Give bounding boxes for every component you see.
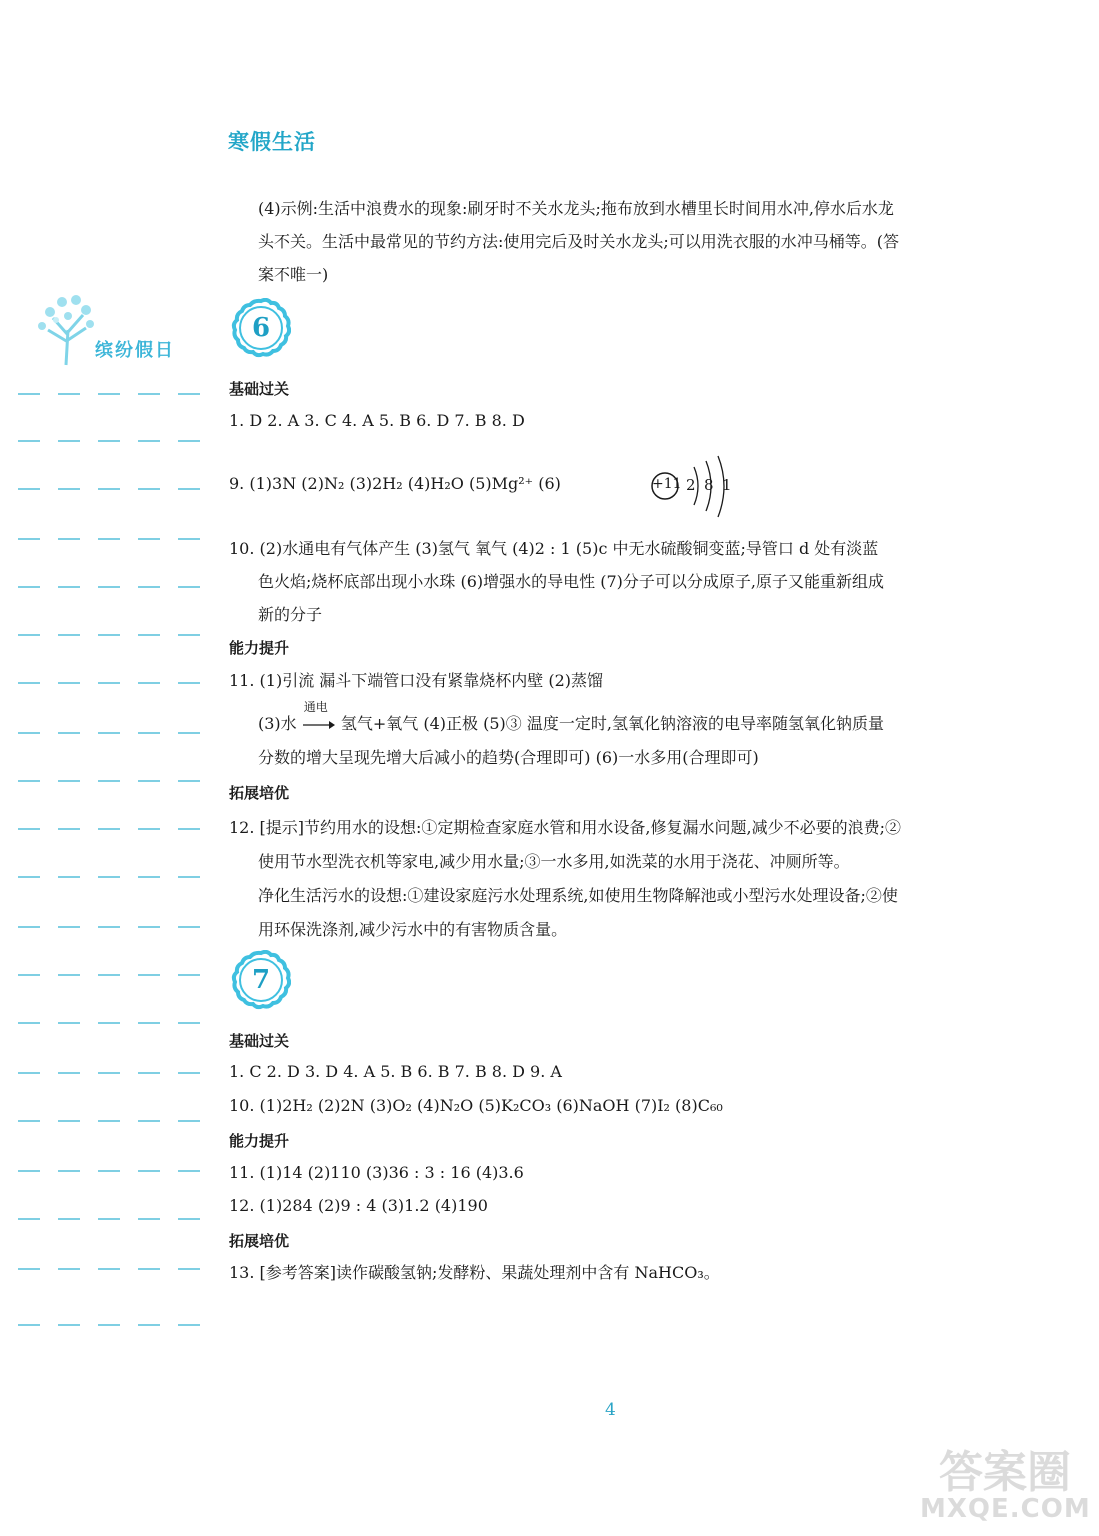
margin-dash <box>178 634 200 636</box>
margin-dash <box>58 876 80 878</box>
margin-dash <box>58 682 80 684</box>
margin-dash <box>18 1218 40 1220</box>
margin-dash-row <box>18 732 208 734</box>
margin-dash <box>98 682 120 684</box>
q12-line: 用环保洗涤剂,减少污水中的有害物质含量。 <box>258 920 568 939</box>
unit-7-q11-answers: 11. (1)14 (2)110 (3)36 : 3 : 16 (4)3.6 <box>229 1163 524 1182</box>
margin-dash <box>98 634 120 636</box>
margin-dash <box>98 440 120 442</box>
margin-dash <box>138 828 160 830</box>
margin-dash <box>178 1218 200 1220</box>
intro-line: 案不唯一) <box>258 265 329 284</box>
margin-dash-row <box>18 393 208 395</box>
margin-dash-row <box>18 828 208 830</box>
margin-dash <box>138 974 160 976</box>
margin-dash <box>138 876 160 878</box>
sodium-atom-structure-diagram <box>648 455 738 520</box>
margin-dash-row <box>18 1022 208 1024</box>
margin-dash <box>178 586 200 588</box>
unit-6-basic-heading: 基础过关 <box>229 380 290 398</box>
margin-dash <box>178 926 200 928</box>
margin-dash <box>98 1072 120 1074</box>
margin-dash <box>98 1268 120 1270</box>
margin-dash-row <box>18 1120 208 1122</box>
margin-dash <box>98 1324 120 1326</box>
sidebar-title: 缤纷假日 <box>95 340 175 361</box>
margin-dash <box>178 1120 200 1122</box>
margin-dash-row <box>18 1268 208 1270</box>
margin-dash <box>58 1324 80 1326</box>
margin-dash <box>98 538 120 540</box>
watermark-top-text: 答案圈 <box>939 1447 1071 1498</box>
margin-dash <box>18 440 40 442</box>
margin-dash-row <box>18 682 208 684</box>
margin-dash <box>18 1268 40 1270</box>
margin-dash <box>98 1218 120 1220</box>
margin-dash <box>18 1022 40 1024</box>
unit-7-basic-heading: 基础过关 <box>229 1032 290 1050</box>
margin-dash-row <box>18 926 208 928</box>
margin-dash <box>138 1072 160 1074</box>
margin-dash <box>18 780 40 782</box>
margin-dash <box>178 488 200 490</box>
margin-dash <box>138 926 160 928</box>
reaction-condition: 通电 <box>303 700 328 714</box>
margin-dash <box>18 1170 40 1172</box>
margin-dash <box>178 1324 200 1326</box>
q10-line: 新的分子 <box>258 605 323 624</box>
margin-dash-row <box>18 1218 208 1220</box>
margin-dash <box>58 828 80 830</box>
margin-dash <box>58 586 80 588</box>
margin-dash <box>178 780 200 782</box>
margin-dash <box>18 634 40 636</box>
margin-dash <box>58 1268 80 1270</box>
margin-dash <box>18 393 40 395</box>
margin-dash <box>138 1268 160 1270</box>
margin-dash <box>58 634 80 636</box>
margin-dash <box>58 974 80 976</box>
margin-dash <box>58 780 80 782</box>
atom-shell-1: 2 <box>686 476 696 494</box>
unit-7-extend-heading: 拓展培优 <box>229 1232 290 1250</box>
margin-dash <box>178 682 200 684</box>
margin-dash <box>18 926 40 928</box>
margin-dash <box>58 1022 80 1024</box>
margin-dash <box>58 1120 80 1122</box>
unit-6-extend-heading: 拓展培优 <box>229 784 290 802</box>
margin-dash <box>138 1170 160 1172</box>
margin-dash <box>178 1022 200 1024</box>
margin-dash <box>18 876 40 878</box>
unit-7-badge <box>231 950 291 1010</box>
margin-dash <box>58 1072 80 1074</box>
atom-shell-2: 8 <box>704 476 714 494</box>
margin-dash <box>58 732 80 734</box>
margin-dash <box>178 828 200 830</box>
reaction-arrow <box>302 700 336 736</box>
intro-line: (4)示例:生活中浪费水的现象:刷牙时不关水龙头;拖布放到水槽里长时间用水冲,停水后水龙 <box>258 199 894 218</box>
margin-dash <box>18 682 40 684</box>
unit-6-q11-line1: 11. (1)引流 漏斗下端管口没有紧靠烧杯内壁 (2)蒸馏 <box>229 671 604 690</box>
margin-dash <box>138 1120 160 1122</box>
unit-7-ability-heading: 能力提升 <box>229 1132 290 1150</box>
margin-dash-row <box>18 440 208 442</box>
margin-dash <box>18 1120 40 1122</box>
watermark-bottom-text: MXQE.COM <box>920 1494 1091 1524</box>
unit-6-q12 <box>229 811 1019 947</box>
atom-shell-3: 1 <box>722 476 732 494</box>
unit-6-q11-line3: 分数的增大呈现先增大后减小的趋势(合理即可) (6)一水多用(合理即可) <box>258 748 759 767</box>
margin-dash <box>178 1072 200 1074</box>
margin-dash <box>98 1170 120 1172</box>
unit-7-q10-answers: 10. (1)2H₂ (2)2N (3)O₂ (4)N₂O (5)K₂CO₃ (6)NaOH (7)I₂ (8)C₆₀ <box>229 1096 723 1115</box>
margin-dash <box>98 488 120 490</box>
margin-dash <box>58 440 80 442</box>
unit-7-number: 7 <box>251 965 271 995</box>
margin-dash <box>18 1324 40 1326</box>
q10-line: 色火焰;烧杯底部出现小水珠 (6)增强水的导电性 (7)分子可以分成原子,原子又能重新组成 <box>258 572 884 591</box>
unit-6-q10 <box>229 532 1009 631</box>
watermark-logo <box>920 1436 1090 1531</box>
margin-dash <box>178 1170 200 1172</box>
margin-dash <box>58 538 80 540</box>
margin-dash <box>58 393 80 395</box>
unit-6-ability-heading: 能力提升 <box>229 639 290 657</box>
margin-dash-row <box>18 974 208 976</box>
margin-dash <box>178 732 200 734</box>
margin-dash <box>138 488 160 490</box>
margin-dash <box>18 538 40 540</box>
unit-6-q11-line2 <box>258 700 884 736</box>
unit-7-q13-answer: 13. [参考答案]读作碳酸氢钠;发酵粉、果蔬处理剂中含有 NaHCO₃。 <box>229 1263 720 1282</box>
margin-dash <box>178 876 200 878</box>
margin-dash-row <box>18 538 208 540</box>
margin-dash <box>138 1218 160 1220</box>
margin-dash <box>138 1022 160 1024</box>
atom-nucleus-charge: +11 <box>652 476 682 492</box>
margin-dash <box>98 974 120 976</box>
margin-dash <box>138 780 160 782</box>
margin-dash <box>18 732 40 734</box>
q12-line: 12. [提示]节约用水的设想:①定期检查家庭水管和用水设备,修复漏水问题,减少不必要的浪费;② <box>229 818 901 837</box>
margin-dash <box>178 974 200 976</box>
margin-dash <box>138 393 160 395</box>
unit-6-number: 6 <box>251 313 271 343</box>
margin-dash <box>98 586 120 588</box>
q11-part3-rest: 氢气+氧气 (4)正极 (5)③ 温度一定时,氢氧化钠溶液的电导率随氢氧化钠质量 <box>340 714 884 733</box>
margin-dash <box>138 440 160 442</box>
margin-dash <box>98 780 120 782</box>
margin-dash <box>18 1072 40 1074</box>
margin-dash <box>138 732 160 734</box>
q12-line: 净化生活污水的设想:①建设家庭污水处理系统,如使用生物降解池或小型污水处理设备;②使 <box>258 886 898 905</box>
margin-dash <box>58 1170 80 1172</box>
margin-dash <box>178 440 200 442</box>
margin-dash <box>178 538 200 540</box>
margin-dash <box>138 634 160 636</box>
margin-dash-row <box>18 1170 208 1172</box>
margin-dash <box>18 974 40 976</box>
margin-dash <box>138 682 160 684</box>
intro-paragraph <box>258 192 1003 291</box>
margin-dash <box>138 1324 160 1326</box>
unit-6-badge <box>231 298 291 358</box>
margin-dash <box>58 488 80 490</box>
margin-dash-row <box>18 780 208 782</box>
page-header-title: 寒假生活 <box>228 130 316 154</box>
margin-dash <box>98 926 120 928</box>
margin-dash-row <box>18 1324 208 1326</box>
margin-dash <box>98 828 120 830</box>
margin-dash <box>138 538 160 540</box>
intro-line: 头不关。生活中最常见的节约方法:使用完后及时关水龙头;可以用洗衣服的水冲马桶等。(答 <box>258 232 900 251</box>
margin-dash-row <box>18 488 208 490</box>
unit-7-choice-answers: 1. C 2. D 3. D 4. A 5. B 6. B 7. B 8. D 9. A <box>229 1062 562 1081</box>
unit-6-q9-text: 9. (1)3N (2)N₂ (3)2H₂ (4)H₂O (5)Mg²⁺ (6) <box>229 474 561 493</box>
margin-dash <box>58 926 80 928</box>
margin-dash <box>178 1268 200 1270</box>
margin-dash <box>98 393 120 395</box>
q10-line: 10. (2)水通电有气体产生 (3)氢气 氧气 (4)2 : 1 (5)c 中无水硫酸铜变蓝;导管口 d 处有淡蓝 <box>229 539 879 558</box>
margin-dash <box>18 488 40 490</box>
page-number: 4 <box>605 1400 616 1420</box>
margin-dash <box>58 1218 80 1220</box>
margin-dash-row <box>18 634 208 636</box>
margin-dash <box>18 828 40 830</box>
unit-6-q9-answers <box>229 472 561 496</box>
unit-6-choice-answers: 1. D 2. A 3. C 4. A 5. B 6. D 7. B 8. D <box>229 411 525 430</box>
q12-line: 使用节水型洗衣机等家电,减少用水量;③一水多用,如洗菜的水用于浇花、冲厕所等。 <box>258 852 850 871</box>
margin-dash <box>98 1022 120 1024</box>
margin-dash <box>178 393 200 395</box>
margin-dash-row <box>18 1072 208 1074</box>
margin-dash <box>18 586 40 588</box>
q11-part3-prefix: (3)水 <box>258 714 297 733</box>
margin-dash-row <box>18 586 208 588</box>
margin-dash <box>138 586 160 588</box>
margin-dash <box>98 732 120 734</box>
unit-7-q12-answers: 12. (1)284 (2)9 : 4 (3)1.2 (4)190 <box>229 1196 488 1215</box>
margin-dash <box>98 876 120 878</box>
margin-dash <box>98 1120 120 1122</box>
margin-dash-row <box>18 876 208 878</box>
